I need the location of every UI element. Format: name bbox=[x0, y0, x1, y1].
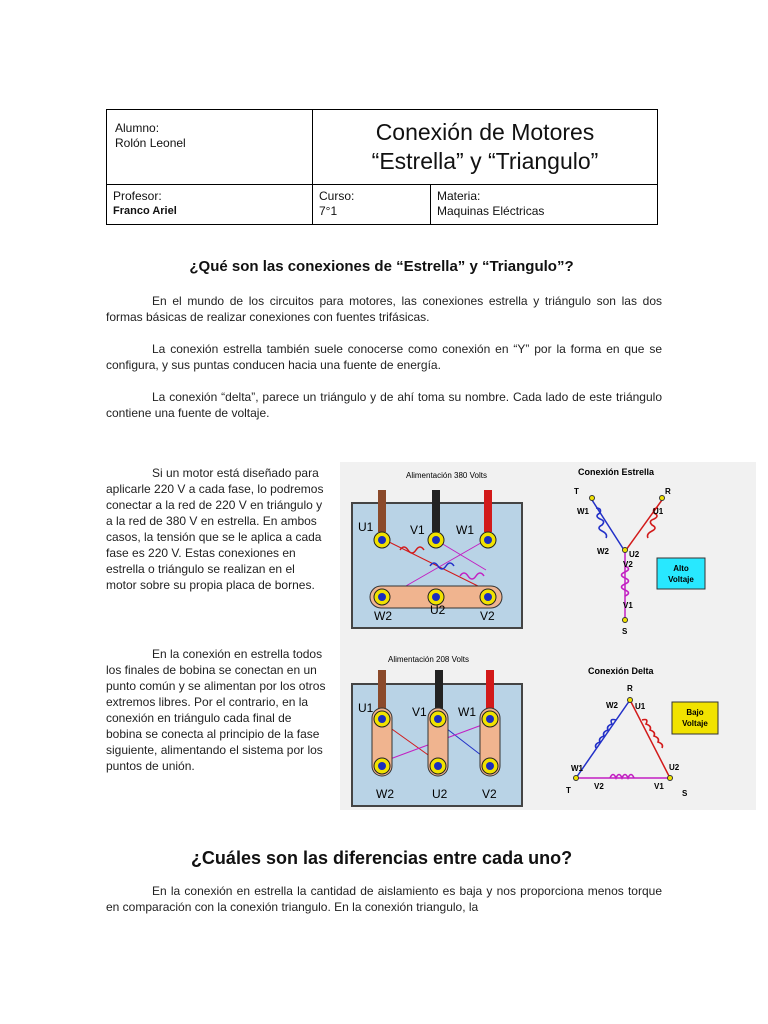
top-supply-label: Alimentación 380 Volts bbox=[406, 471, 487, 480]
label-v2-bottom: V2 bbox=[482, 787, 497, 801]
delta-label-w1: W1 bbox=[571, 764, 583, 773]
bottom-supply-label: Alimentación 208 Volts bbox=[388, 655, 469, 664]
connection-diagram-figure bbox=[340, 462, 756, 810]
alumno-cell bbox=[107, 110, 313, 185]
star-phase-t: T bbox=[574, 487, 579, 496]
profesor-name: Franco Ariel bbox=[113, 205, 177, 217]
profesor-cell bbox=[107, 185, 313, 225]
profesor-label: Profesor: bbox=[113, 189, 162, 203]
delta-label-u2: U2 bbox=[669, 763, 680, 772]
label-w1-top: W1 bbox=[456, 523, 474, 537]
materia-label: Materia: bbox=[437, 189, 481, 203]
paragraph-1: En el mundo de los circuitos para motores, las conexiones estrella y triángulo son las dos formas básicas de realizar conexiones con fuentes trifásicas. bbox=[106, 294, 662, 324]
delta-phase-t: T bbox=[566, 786, 571, 795]
delta-wire-red bbox=[486, 670, 494, 710]
label-w1-bottom: W1 bbox=[458, 705, 476, 719]
document-title bbox=[313, 110, 658, 185]
star-label-w1: W1 bbox=[577, 507, 589, 516]
star-label-v2: V2 bbox=[623, 560, 633, 569]
delta-title: Conexión Delta bbox=[588, 666, 654, 676]
label-v1-bottom: V1 bbox=[412, 705, 427, 719]
label-u2-top: U2 bbox=[430, 603, 446, 617]
star-phase-s: S bbox=[622, 627, 628, 636]
label-w2-bottom: W2 bbox=[376, 787, 394, 801]
high-voltage-line-1: Alto bbox=[673, 564, 689, 573]
curso-label: Curso: bbox=[319, 189, 355, 203]
section-2-heading: ¿Cuáles son las diferencias entre cada uno? bbox=[190, 848, 573, 868]
label-v1-top: V1 bbox=[410, 523, 425, 537]
star-phase-r: R bbox=[665, 487, 671, 496]
header-table bbox=[106, 109, 658, 225]
star-title: Conexión Estrella bbox=[578, 467, 655, 477]
paragraph-5: En la conexión en estrella todos los finales de bobina se conectan en un punto común y se alimentan por los otros extremos libres. Por el contrario, en la conexión en triángulo cada final de bobina se conecta al principio de la fase siguiente, alimentando el sistema por los puntos de unión. bbox=[106, 647, 326, 773]
star-label-v1: V1 bbox=[623, 601, 633, 610]
curso-cell bbox=[313, 185, 431, 225]
delta-wire-black bbox=[435, 670, 443, 710]
star-label-u1: U1 bbox=[653, 507, 664, 516]
delta-label-w2: W2 bbox=[606, 701, 618, 710]
alumno-label: Alumno: bbox=[115, 121, 160, 135]
delta-phase-r: R bbox=[627, 684, 633, 693]
paragraph-3: La conexión “delta”, parece un triángulo y de ahí toma su nombre. Cada lado de este triángulo contiene una fuente de voltaje. bbox=[106, 390, 662, 420]
star-label-u2: U2 bbox=[629, 550, 640, 559]
label-w2-top: W2 bbox=[374, 609, 392, 623]
label-u1-bottom: U1 bbox=[358, 701, 374, 715]
high-voltage-line-2: Voltaje bbox=[668, 575, 694, 584]
delta-phase-s: S bbox=[682, 789, 688, 798]
paragraph-2: La conexión estrella también suele conocerse como conexión en “Y” por la forma en que se configura, y sus puntas conducen hacia una fuente de energía. bbox=[106, 342, 662, 372]
label-u1-top: U1 bbox=[358, 520, 374, 534]
section-1-heading: ¿Qué son las conexiones de “Estrella” y “Triangulo”? bbox=[189, 258, 574, 275]
low-voltage-line-2: Voltaje bbox=[682, 719, 708, 728]
star-label-w2: W2 bbox=[597, 547, 609, 556]
supply-wire-black bbox=[432, 490, 440, 532]
delta-label-u1: U1 bbox=[635, 702, 646, 711]
delta-label-v2: V2 bbox=[594, 782, 604, 791]
materia-value: Maquinas Eléctricas bbox=[437, 204, 545, 218]
star-coil-w bbox=[596, 508, 607, 538]
title-line-2: “Estrella” y “Triangulo” bbox=[371, 148, 599, 174]
connection-diagram bbox=[340, 462, 756, 810]
delta-label-v1: V1 bbox=[654, 782, 664, 791]
label-v2-top: V2 bbox=[480, 609, 495, 623]
materia-cell bbox=[431, 185, 658, 225]
high-voltage-box bbox=[657, 558, 705, 589]
label-u2-bottom: U2 bbox=[432, 787, 448, 801]
alumno-name: Rolón Leonel bbox=[115, 136, 186, 150]
paragraph-6: En la conexión en estrella la cantidad de aislamiento es baja y nos proporciona menos torque en comparación con la conexión triangulo. En la conexión triangulo, la bbox=[106, 884, 662, 914]
low-voltage-line-1: Bajo bbox=[686, 708, 704, 717]
delta-wire-brown bbox=[378, 670, 386, 710]
low-voltage-box bbox=[672, 702, 718, 734]
supply-wire-brown bbox=[378, 490, 386, 532]
curso-value: 7°1 bbox=[319, 204, 338, 218]
title-line-1: Conexión de Motores bbox=[375, 119, 595, 145]
paragraph-4: Si un motor está diseñado para aplicarle 220 V a cada fase, lo podremos conectar a la red de 220 V en triángulo y a la red de 380 V en estrella. En ambos casos, la tensión que se le aplica a cada fase es 220 V. Estas conexiones en estrella o triángulo se realizan en el motor sobre su propia placa de bornes. bbox=[106, 466, 324, 592]
supply-wire-red bbox=[484, 490, 492, 532]
